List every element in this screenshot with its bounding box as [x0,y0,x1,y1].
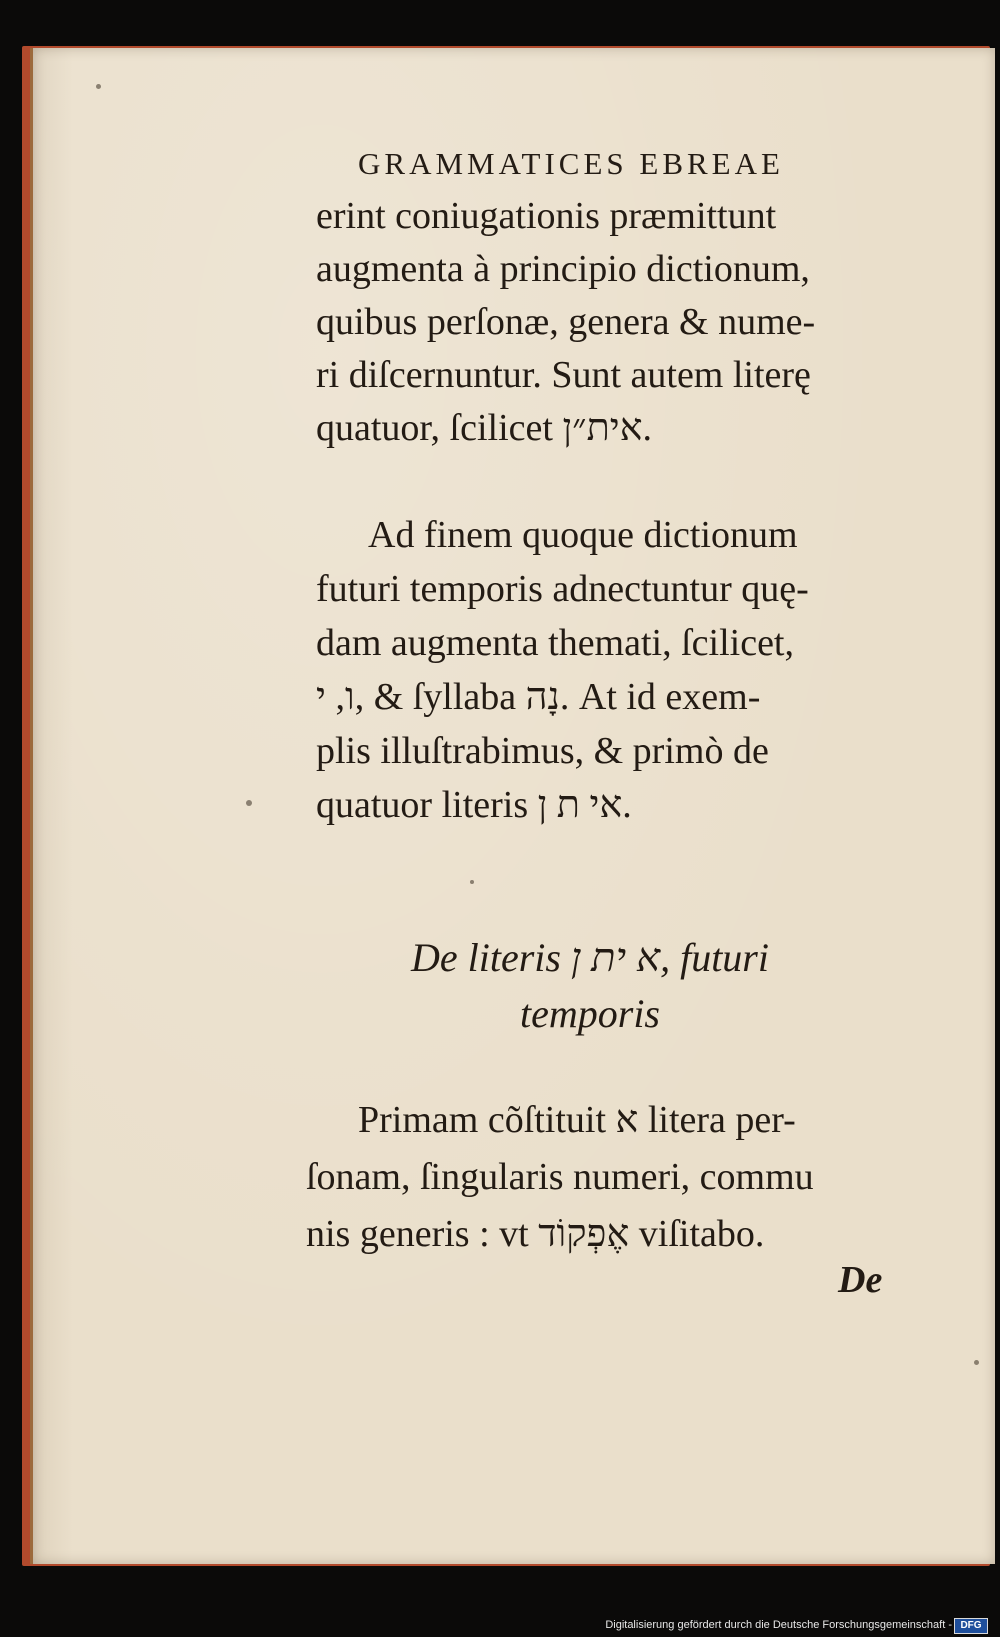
section-heading [330,930,850,1042]
text-line: erint coniugationis præmittunt [316,195,777,237]
text-line: augmenta à principio dictionum, [316,248,810,290]
ink-speck [974,1360,979,1365]
running-head: GRAMMATICES EBREAE [358,146,784,181]
ink-speck [246,800,252,806]
catchword: De [838,1259,883,1301]
ink-speck [96,84,101,89]
paragraph-3 [306,1092,916,1263]
text-line: ri diſcernuntur. Sunt autem literę [316,354,811,396]
paragraph-2 [316,508,916,832]
text-line: dam augmenta themati, ſcilicet, [316,622,794,664]
heading-line: temporis [520,991,660,1036]
funding-credit: Digitalisierung gefördert durch die Deutsche Forschungsgemeinschaft - [605,1619,952,1631]
text-line: Ad finem quoque dictionum [368,514,798,556]
heading-line: De literis א ית ן, futuri [411,935,769,980]
text-line: Primam cõſtituit א litera per- [358,1099,796,1141]
text-line: ו, י, & ſyllaba נָה. At id exem- [316,676,761,718]
ink-speck [470,880,474,884]
text-line: plis illuſtrabimus, & primò de [316,730,769,772]
dfg-logo: DFG [954,1618,988,1634]
paragraph-1 [316,190,916,455]
text-line: quibus perſonæ, genera & nume- [316,301,816,343]
text-line: quatuor literis אי ת ן. [316,784,632,826]
text-line: quatuor, ſcilicet אית״ן. [316,407,653,449]
text-line: nis generis : vt אֶפְקוֹד viſitabo. [306,1213,765,1255]
text-line: futuri temporis adnectuntur quę- [316,568,809,610]
text-line: ſonam, ſingularis numeri, commu [306,1156,814,1198]
